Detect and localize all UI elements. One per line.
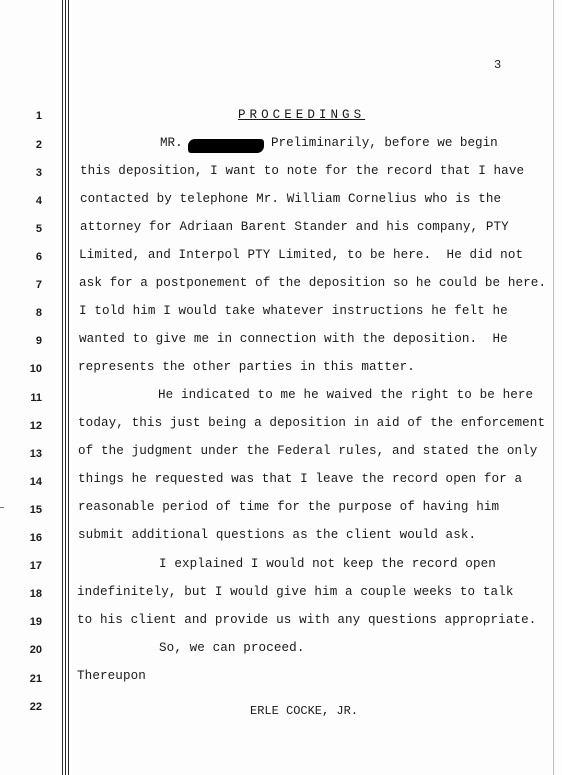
line-number: 6 — [35, 251, 42, 263]
line-number: 19 — [29, 616, 42, 628]
transcript-line: I explained I would not keep the record open — [159, 557, 496, 571]
transcript-line: Thereupon — [77, 669, 146, 683]
line-number: 12 — [29, 420, 42, 432]
transcript-line: Limited, and Interpol PTY Limited, to be here. He did not — [79, 248, 524, 262]
line-number: 16 — [29, 532, 42, 544]
line-number: 14 — [29, 476, 42, 488]
line-number: 10 — [29, 363, 42, 375]
line-number: 15 — [29, 504, 42, 516]
line-number: 18 — [29, 588, 42, 600]
line-number: 21 — [29, 673, 42, 685]
line-number: 4 — [35, 195, 42, 207]
transcript-line: contacted by telephone Mr. William Cornelius who is the — [80, 192, 502, 206]
transcript-line: wanted to give me in connection with the deposition. He — [79, 332, 508, 346]
witness-heading: ERLE COCKE, JR. — [250, 704, 359, 718]
margin-rule — [65, 0, 66, 775]
transcript-line: things he requested was that I leave the record open for a — [78, 472, 523, 486]
transcript-line: today, this just being a deposition in aid of the enforcement — [78, 416, 546, 430]
margin-rule — [62, 0, 63, 775]
page-title: PROCEEDINGS — [238, 108, 366, 122]
transcript-line: So, we can proceed. — [159, 641, 305, 655]
line-number: 22 — [29, 701, 42, 713]
edge-mark — [0, 507, 4, 508]
transcript-line: indefinitely, but I would give him a couple weeks to talk — [77, 585, 514, 599]
speaker-label: MR. — [160, 136, 183, 150]
transcript-line: to his client and provide us with any questions appropriate. — [77, 613, 537, 627]
line-number: 3 — [35, 167, 42, 179]
line-number: 9 — [35, 335, 42, 347]
line-number: 5 — [35, 223, 42, 235]
right-margin-rule — [553, 0, 554, 775]
transcript-line: ask for a postponement of the deposition so he could be here. — [79, 276, 547, 290]
transcript-line: Preliminarily, before we begin — [271, 136, 498, 150]
line-number: 1 — [35, 110, 42, 122]
line-number: 11 — [30, 392, 42, 404]
line-number: 7 — [35, 279, 42, 291]
line-number: 2 — [35, 139, 42, 151]
transcript-line: I told him I would take whatever instructions he felt he — [79, 304, 508, 318]
transcript-line: reasonable period of time for the purpose of having him — [78, 500, 500, 514]
transcript-line: He indicated to me he waived the right to be here — [158, 388, 534, 402]
line-number: 20 — [29, 644, 42, 656]
redaction-bar — [188, 139, 264, 153]
transcript-line: this deposition, I want to note for the record that I have — [80, 164, 525, 178]
line-number: 8 — [35, 307, 42, 319]
transcript-line: attorney for Adriaan Barent Stander and his company, PTY — [80, 220, 509, 234]
margin-rule — [68, 0, 69, 775]
transcript-line: submit additional questions as the client would ask. — [78, 528, 477, 542]
transcript-line: represents the other parties in this matter. — [78, 360, 415, 374]
line-number: 13 — [29, 448, 42, 460]
page-number: 3 — [494, 58, 502, 72]
line-number: 17 — [29, 560, 42, 572]
transcript-line: of the judgment under the Federal rules, and stated the only — [78, 444, 538, 458]
